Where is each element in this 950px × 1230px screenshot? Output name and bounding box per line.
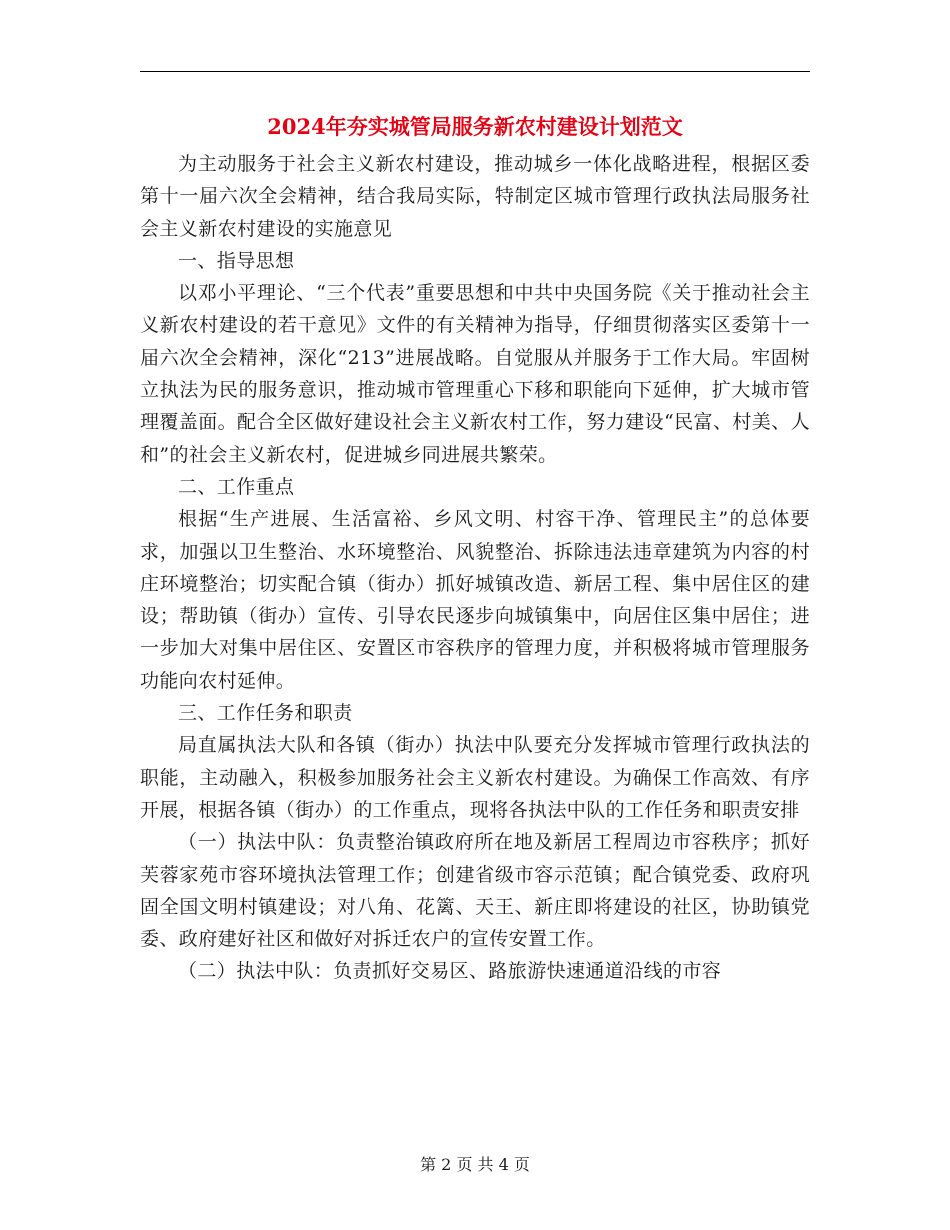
footer-total-pages: 4 [498,1155,509,1174]
paragraph-intro: 为主动服务于社会主义新农村建设，推动城乡一体化战略进程，根据区委第十一届六次全会精神，结合我局实际，特制定区城市管理行政执法局服务社会主义新农村建设的实施意见 [140,153,810,240]
footer-suffix: 页 [513,1155,530,1174]
footer-prefix: 第 [420,1155,437,1174]
header-rule [140,71,810,72]
paragraph-item-2: （二）执法中队：负责抓好交易区、路旅游快速通道沿线的市容 [178,960,722,983]
document-body [140,148,810,988]
paragraph-tasks-duties: 局直属执法大队和各镇（街办）执法中队要充分发挥城市管理行政执法的职能，主动融入，积极参加服务社会主义新农村建设。为确保工作高效、有序开展，根据各镇（街办）的工作重点，现将各执法中队的工作任务和职责安排 [140,734,810,821]
section-heading-guiding-ideology: 一、指导思想 [178,249,295,272]
section-heading-tasks-duties: 三、工作任务和职责 [178,702,353,725]
page-number-footer [0,1153,950,1177]
document-title: 2024年夯实城管局服务新农村建设计划范文 [267,114,683,139]
section-heading-work-focus: 二、工作重点 [178,475,295,498]
footer-middle: 页 共 [456,1155,494,1174]
footer-current-page: 2 [441,1155,452,1174]
paragraph-guiding-ideology: 以邓小平理论、“三个代表”重要思想和中共中央国务院《关于推动社会主义新农村建设的若干意见》文件的有关精神为指导，仔细贯彻落实区委第十一届六次全会精神，深化“213”进展战略。自觉服从并服务于工作大局。牢固树立执法为民的服务意识，推动城市管理重心下移和职能向下延伸，扩大城市管理覆盖面。配合全区做好建设社会主义新农村工作，努力建设“民富、村美、人和”的社会主义新农村，促进城乡同进展共繁荣。 [140,282,810,466]
paragraph-work-focus: 根据“生产进展、生活富裕、乡风文明、村容干净、管理民主”的总体要求，加强以卫生整治、水环境整治、风貌整治、拆除违法违章建筑为内容的村庄环境整治；切实配合镇（街办）抓好城镇改造、新居工程、集中居住区的建设；帮助镇（街办）宣传、引导农民逐步向城镇集中，向居住区集中居住；进一步加大对集中居住区、安置区市容秩序的管理力度，并积极将城市管理服务功能向农村延伸。 [140,508,810,692]
paragraph-item-1: （一）执法中队：负责整治镇政府所在地及新居工程周边市容秩序；抓好芙蓉家苑市容环境执法管理工作；创建省级市容示范镇；配合镇党委、政府巩固全国文明村镇建设；对八角、花篱、天王、新庄即将建设的社区，协助镇党委、政府建好社区和做好对拆迁农户的宣传安置工作。 [140,831,810,951]
